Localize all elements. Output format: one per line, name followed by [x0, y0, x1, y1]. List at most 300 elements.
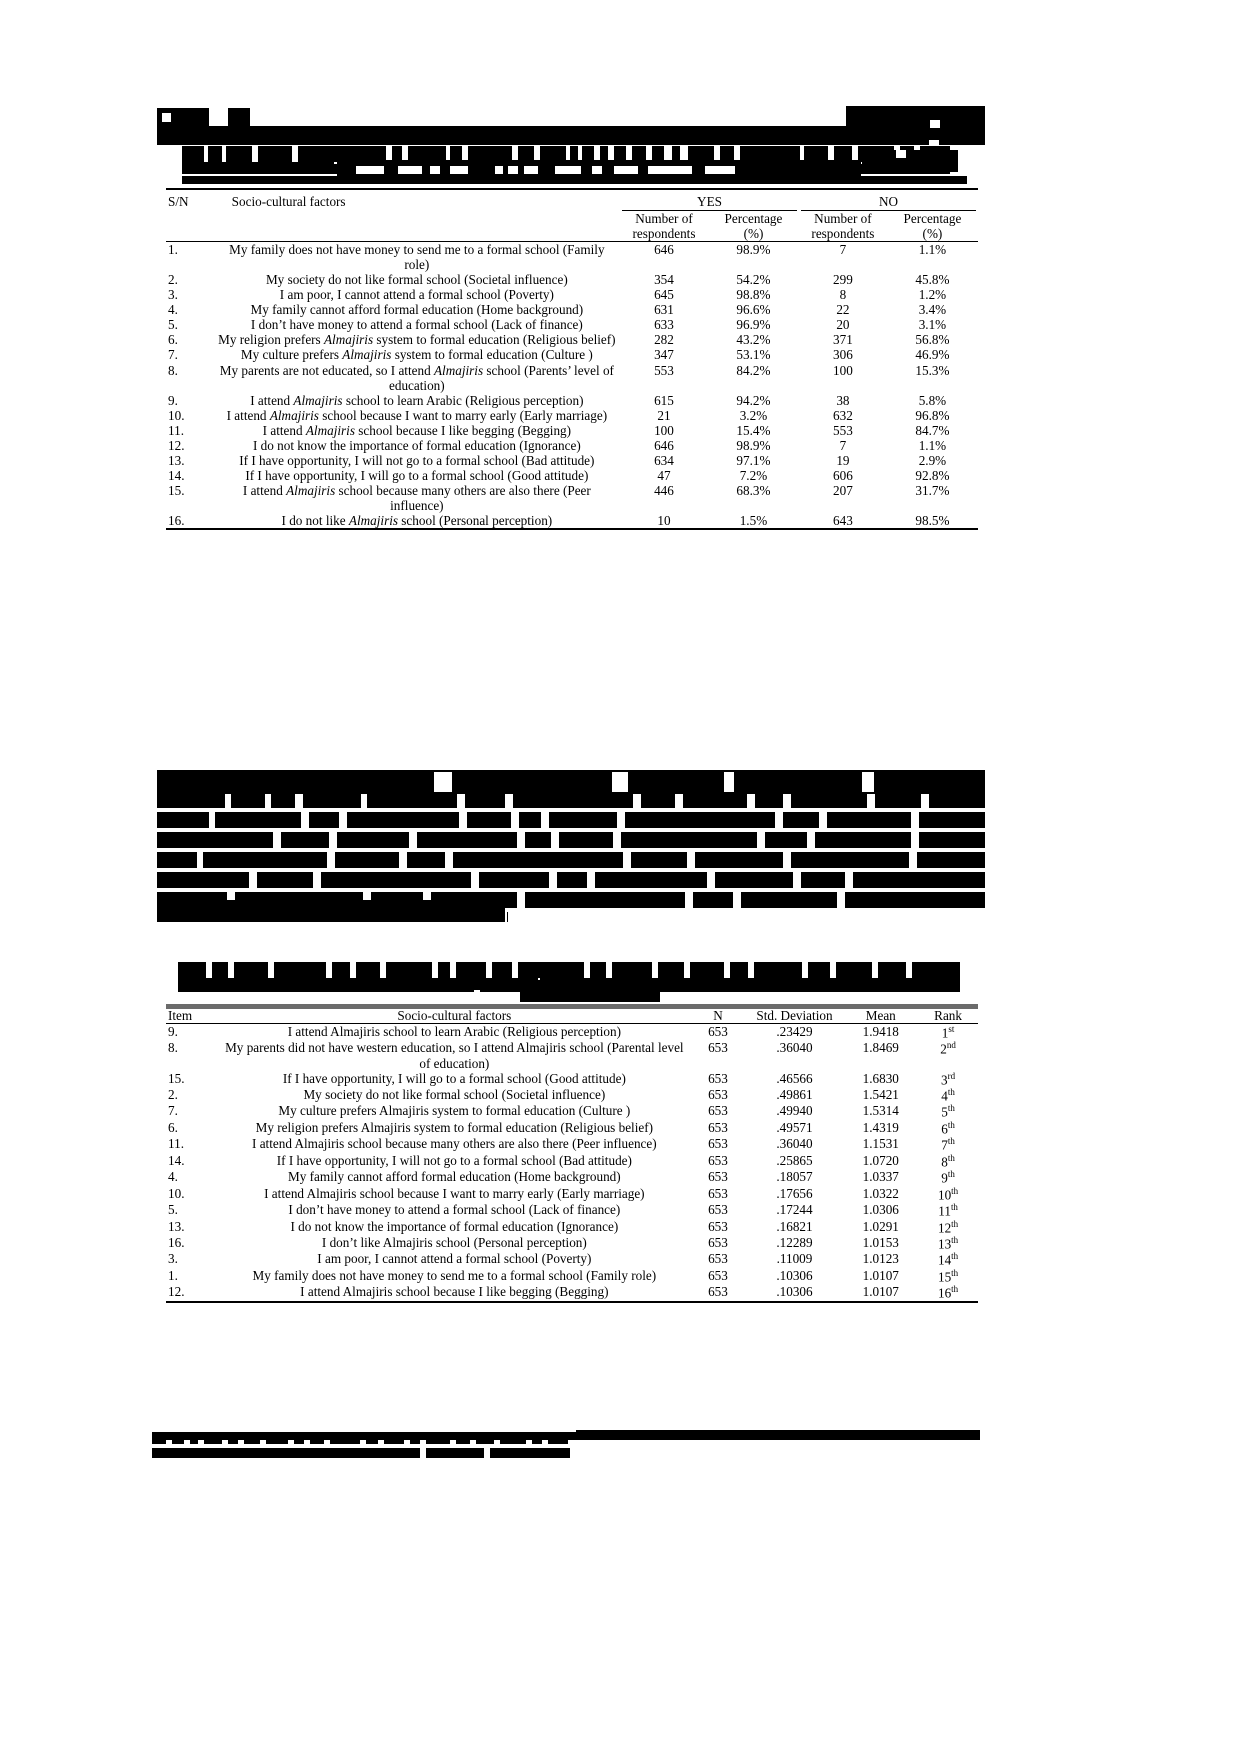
cell-n: 653: [708, 1185, 728, 1201]
redacted-line: [157, 832, 985, 848]
cell-yes_n: 615: [654, 392, 674, 408]
cell-mean: 1.0107: [862, 1267, 899, 1283]
redacted-bar: [592, 166, 602, 174]
cell-yes_n: 282: [654, 332, 674, 348]
cell-n: 653: [708, 1234, 728, 1250]
cell-yes_pct: 15.4%: [736, 422, 771, 438]
cell-yes_pct: 98.8%: [736, 287, 771, 303]
cell-rank: 10th: [937, 1185, 959, 1203]
cell-sd: .49571: [776, 1119, 813, 1135]
table-row: [166, 332, 978, 347]
cell-sd: .11009: [776, 1251, 813, 1267]
cell-rank: 9th: [941, 1169, 955, 1186]
table-row: [166, 242, 978, 273]
cell-factor: My family does not have money to send me to a formal school (Family role): [229, 242, 605, 273]
table-row: [166, 423, 978, 438]
cell-rank: 8th: [941, 1152, 955, 1170]
cell-yes_n: 633: [654, 317, 674, 333]
cell-factor: I attend Almajiris school because I want to marry early (Early marriage): [226, 407, 608, 423]
th-yes-pct-line2: (%): [743, 226, 764, 242]
cell-item: 2.: [168, 1087, 178, 1103]
cell-yes_pct: 97.1%: [736, 452, 771, 468]
cell-n: 653: [708, 1119, 728, 1135]
cell-no_pct: 1.2%: [918, 287, 947, 303]
cell-factor: I don’t like Almajiris school (Personal perception): [321, 1234, 587, 1250]
cell-n: 653: [708, 1251, 728, 1267]
cell-factor: I don’t have money to attend a formal school (Lack of finance): [250, 317, 583, 333]
th-yes-pct-line1: Percentage: [724, 211, 783, 227]
cell-mean: 1.5314: [862, 1103, 899, 1119]
cell-sn: 14.: [168, 467, 185, 483]
cell-sn: 1.: [168, 242, 178, 258]
cell-sn: 11.: [168, 422, 184, 438]
redacted-bar: [495, 166, 503, 174]
cell-no_n: 207: [833, 482, 853, 498]
cell-factor: I don’t have money to attend a formal school (Lack of finance): [288, 1202, 621, 1218]
cell-factor: My culture prefers Almajiris system to formal education (Culture ): [278, 1103, 631, 1119]
italic-term: Almajiris: [293, 392, 343, 408]
cell-mean: 1.0107: [862, 1284, 899, 1300]
table-row: [166, 1136, 978, 1152]
italic-term: Almajiris: [324, 332, 374, 348]
table-row: [166, 1103, 978, 1119]
italic-term: Almajiris: [269, 407, 319, 423]
cell-no_pct: 3.4%: [918, 302, 947, 318]
cell-no_n: 8: [839, 287, 847, 303]
cell-sn: 16.: [168, 512, 185, 528]
table-row: [166, 1040, 978, 1070]
th-no-number: [799, 211, 887, 242]
cell-sd: .25865: [776, 1152, 813, 1168]
cell-no_pct: 2.9%: [918, 452, 947, 468]
cell-yes_n: 347: [654, 347, 674, 363]
cell-factor: I attend Almajiris school to learn Arabic (Religious perception): [287, 1024, 621, 1040]
redacted-bar: [182, 176, 967, 184]
redacted-bar: [648, 166, 692, 174]
cell-yes_pct: 68.3%: [736, 482, 771, 498]
table1-container: [166, 188, 978, 530]
rank-ordinal-suffix: th: [951, 1185, 959, 1196]
cell-item: 11.: [168, 1136, 184, 1152]
table-row: [166, 513, 978, 529]
table-row: [166, 317, 978, 332]
cell-factor: My religion prefers Almajiris system to formal education (Religious belief): [218, 332, 616, 348]
rank-ordinal-suffix: th: [947, 1087, 955, 1098]
cell-n: 653: [708, 1152, 728, 1168]
cell-no_pct: 1.1%: [918, 437, 947, 453]
cell-sn: 12.: [168, 437, 185, 453]
rank-ordinal-suffix: st: [948, 1024, 955, 1035]
cell-factor: If I have opportunity, I will go to a formal school (Good attitude): [245, 467, 589, 483]
redacted-bar: [162, 113, 171, 122]
redacted-bar: [430, 166, 440, 174]
cell-mean: 1.0322: [862, 1185, 899, 1201]
table1-head: [166, 189, 978, 242]
cell-n: 653: [708, 1040, 728, 1056]
table-row: [166, 1284, 978, 1301]
rank-ordinal-suffix: th: [951, 1251, 959, 1262]
cell-yes_n: 47: [657, 467, 671, 483]
cell-rank: 5th: [941, 1103, 955, 1120]
redacted-bar: [846, 106, 985, 140]
cell-factor: If I have opportunity, I will not go to a formal school (Bad attitude): [239, 452, 595, 468]
cell-rank: 14th: [937, 1251, 959, 1268]
table-row: [166, 287, 978, 302]
cell-rank: 3rd: [941, 1070, 956, 1087]
cell-yes_n: 646: [654, 242, 674, 258]
cell-rank: 6th: [941, 1119, 955, 1137]
cell-n: 653: [708, 1218, 728, 1234]
cell-mean: 1.1531: [862, 1136, 899, 1152]
cell-item: 12.: [168, 1284, 185, 1300]
cell-item: 14.: [168, 1152, 185, 1168]
rank-ordinal-suffix: th: [950, 1202, 958, 1213]
redacted-bar: [178, 978, 538, 990]
cell-item: 16.: [168, 1234, 185, 1250]
cell-yes_n: 100: [654, 422, 674, 438]
table-row: [166, 1071, 978, 1087]
cell-item: 1.: [168, 1267, 178, 1283]
cell-item: 4.: [168, 1169, 178, 1185]
cell-rank: 7th: [941, 1136, 955, 1153]
cell-rank: 16th: [937, 1284, 959, 1301]
table-row: [166, 453, 978, 468]
italic-term: Almajiris: [348, 512, 398, 528]
cell-item: 13.: [168, 1218, 185, 1234]
cell-factor: I do not like Almajiris school (Personal perception): [281, 512, 553, 528]
cell-factor: My society do not like formal school (Societal influence): [265, 272, 568, 288]
cell-factor: My parents did not have western education, so I attend Almajiris school (Parental level of education): [225, 1040, 684, 1071]
cell-mean: 1.0153: [862, 1234, 899, 1250]
table1-body: [166, 242, 978, 529]
rank-ordinal-suffix: th: [947, 1103, 955, 1114]
cell-n: 653: [708, 1267, 728, 1283]
cell-sd: .17244: [776, 1202, 813, 1218]
redacted-bar: [896, 150, 906, 158]
cell-no_pct: 98.5%: [915, 512, 950, 528]
cell-no_n: 22: [836, 302, 850, 318]
cell-item: 7.: [168, 1103, 178, 1119]
cell-sn: 6.: [168, 332, 178, 348]
cell-no_pct: 1.1%: [918, 242, 947, 258]
cell-no_n: 299: [833, 272, 853, 288]
table-row: [166, 1024, 978, 1041]
cell-sd: .17656: [776, 1185, 813, 1201]
rank-ordinal-suffix: nd: [946, 1040, 956, 1051]
redacted-bar: [705, 166, 735, 174]
redacted-line: [178, 962, 960, 978]
cell-yes_pct: 53.1%: [736, 347, 771, 363]
cell-yes_n: 646: [654, 437, 674, 453]
cell-no_pct: 56.8%: [915, 332, 950, 348]
redacted-bar: [612, 772, 628, 792]
cell-item: 6.: [168, 1119, 178, 1135]
th-yes-number-line2: respondents: [632, 226, 696, 242]
cell-n: 653: [708, 1136, 728, 1152]
cell-yes_pct: 96.9%: [736, 317, 771, 333]
cell-yes_pct: 94.2%: [736, 392, 771, 408]
th2-rank: Rank: [934, 1008, 962, 1023]
cell-yes_n: 446: [654, 482, 674, 498]
redacted-bar: [434, 772, 452, 792]
th2-mean: Mean: [865, 1008, 896, 1023]
cell-sd: .12289: [776, 1234, 813, 1250]
cell-mean: 1.0306: [862, 1202, 899, 1218]
th-no-number-line2: respondents: [811, 226, 875, 242]
redacted-bar: [157, 900, 505, 922]
table-row: [166, 408, 978, 423]
cell-yes_n: 21: [657, 407, 671, 423]
th-group-no: [799, 189, 978, 211]
cell-sn: 4.: [168, 302, 178, 318]
cell-factor: If I have opportunity, I will not go to a formal school (Bad attitude): [276, 1152, 632, 1168]
cell-no_pct: 15.3%: [915, 362, 950, 378]
cell-yes_pct: 43.2%: [736, 332, 771, 348]
cell-no_n: 19: [836, 452, 850, 468]
th-group-yes-label: YES: [622, 194, 797, 211]
cell-sn: 3.: [168, 287, 178, 303]
cell-no_pct: 45.8%: [915, 272, 950, 288]
cell-n: 653: [708, 1202, 728, 1218]
table-row: [166, 1087, 978, 1103]
redacted-bar: [450, 166, 468, 174]
cell-no_n: 606: [833, 467, 853, 483]
cell-yes_n: 645: [654, 287, 674, 303]
th-no-pct-line1: Percentage: [903, 211, 962, 227]
cell-yes_pct: 7.2%: [739, 467, 768, 483]
redacted-bar: [862, 150, 958, 172]
table-row: [166, 1202, 978, 1218]
cell-no_pct: 31.7%: [915, 482, 950, 498]
redacted-bar: [524, 166, 538, 174]
table-row: [166, 438, 978, 453]
cell-factor: My society do not like formal school (Societal influence): [303, 1087, 606, 1103]
cell-sd: .10306: [776, 1284, 813, 1300]
cell-factor: I attend Almajiris school because I like begging (Begging): [300, 1284, 609, 1300]
cell-mean: 1.4319: [862, 1119, 899, 1135]
table-row: [166, 1186, 978, 1202]
table-row: [166, 393, 978, 408]
cell-sd: .36040: [776, 1040, 813, 1056]
table-row: [166, 302, 978, 317]
cell-sn: 13.: [168, 452, 185, 468]
cell-rank: 1st: [941, 1024, 955, 1041]
redacted-bar: [576, 1430, 980, 1440]
cell-factor: I do not know the importance of formal education (Ignorance): [290, 1218, 619, 1234]
cell-sn: 7.: [168, 347, 178, 363]
redacted-bar: [555, 166, 581, 174]
cell-factor: I attend Almajiris school because I want to marry early (Early marriage): [264, 1185, 645, 1201]
cell-factor: I attend Almajiris school because many others are also there (Peer influence): [242, 482, 591, 513]
redacted-bar: [356, 166, 384, 174]
table-row: [166, 1251, 978, 1267]
table1-group-header-row: [166, 189, 978, 211]
cell-sd: .23429: [776, 1024, 813, 1040]
th2-item: Item: [168, 1008, 193, 1023]
cell-rank: 2nd: [940, 1040, 956, 1057]
cell-rank: 4th: [941, 1087, 955, 1104]
cell-factor: I attend Almajiris school because I like begging (Begging): [262, 422, 572, 438]
th2-factors: Socio-cultural factors: [397, 1008, 512, 1023]
cell-yes_pct: 98.9%: [736, 242, 771, 258]
cell-yes_n: 553: [654, 362, 674, 378]
cell-factor: I am poor, I cannot attend a formal school (Poverty): [317, 1251, 592, 1267]
italic-term: Almajiris: [342, 347, 392, 363]
table-row: [166, 1153, 978, 1169]
cell-item: 3.: [168, 1251, 178, 1267]
redacted-bar: [508, 166, 518, 174]
redacted-line: [157, 792, 985, 808]
cell-item: 8.: [168, 1040, 178, 1056]
cell-sd: .36040: [776, 1136, 813, 1152]
table-row: [166, 1219, 978, 1235]
rank-ordinal-suffix: rd: [947, 1070, 956, 1081]
cell-rank: 12th: [937, 1218, 959, 1235]
table-row: [166, 483, 978, 513]
cell-yes_n: 10: [657, 512, 671, 528]
th-spacer-sn: [166, 211, 214, 242]
rank-ordinal-suffix: th: [947, 1169, 955, 1180]
socio-cultural-yes-no-table: [166, 188, 978, 530]
cell-mean: 1.8469: [862, 1040, 899, 1056]
cell-sd: .16821: [776, 1218, 813, 1234]
table2-head: [166, 1008, 978, 1024]
cell-yes_n: 634: [654, 452, 674, 468]
cell-item: 10.: [168, 1185, 185, 1201]
italic-term: Almajiris: [286, 482, 336, 498]
cell-factor: If I have opportunity, I will go to a formal school (Good attitude): [282, 1070, 626, 1086]
th-sn: S/N: [168, 194, 189, 209]
cell-factor: My family does not have money to send me to a formal school (Family role): [252, 1267, 657, 1283]
redacted-bar: [540, 978, 960, 990]
cell-no_n: 306: [833, 347, 853, 363]
th-spacer-factors: [214, 211, 620, 242]
th-factors: Socio-cultural factors: [231, 194, 346, 209]
redacted-bar: [157, 770, 985, 794]
cell-yes_n: 631: [654, 302, 674, 318]
cell-factor: My family cannot afford formal education (Home background): [288, 1169, 621, 1185]
redacted-bar: [520, 990, 660, 1002]
rank-ordinal-suffix: th: [951, 1267, 959, 1278]
th-no-percentage: [887, 211, 978, 242]
cell-mean: 1.6830: [862, 1070, 899, 1086]
table-row: [166, 1268, 978, 1284]
cell-yes_pct: 54.2%: [736, 272, 771, 288]
table-row: [166, 363, 978, 393]
cell-mean: 1.0291: [862, 1218, 899, 1234]
table2-container: [166, 1008, 978, 1303]
table-row: [166, 468, 978, 483]
th2-sd: Std. Deviation: [756, 1008, 833, 1023]
cell-no_n: 371: [833, 332, 853, 348]
cell-n: 653: [708, 1103, 728, 1119]
cell-yes_pct: 98.9%: [736, 437, 771, 453]
cell-no_n: 20: [836, 317, 850, 333]
cell-factor: My family cannot afford formal education (Home background): [250, 302, 584, 318]
cell-yes_pct: 3.2%: [739, 407, 768, 423]
cell-sd: .49940: [776, 1103, 813, 1119]
redacted-line: [157, 812, 985, 828]
cell-no_n: 7: [839, 437, 847, 453]
cell-n: 653: [708, 1284, 728, 1300]
redacted-bar: [152, 1432, 576, 1440]
cell-rank: 13th: [937, 1234, 959, 1252]
cell-no_n: 100: [833, 362, 853, 378]
cell-no_pct: 5.8%: [918, 392, 947, 408]
cell-n: 653: [708, 1024, 728, 1040]
rank-ordinal-suffix: th: [947, 1152, 955, 1163]
table2-body: [166, 1024, 978, 1302]
cell-sn: 15.: [168, 482, 185, 498]
redacted-line: [157, 872, 985, 888]
cell-no_pct: 3.1%: [918, 317, 947, 333]
cell-mean: 1.0337: [862, 1169, 899, 1185]
cell-no_n: 38: [836, 392, 850, 408]
cell-factor: My parents are not educated, so I attend Almajiris school (Parents’ level of education): [219, 362, 614, 393]
cell-n: 653: [708, 1169, 728, 1185]
ranked-mean-table: [166, 1008, 978, 1303]
cell-factor: My culture prefers Almajiris system to formal education (Culture ): [240, 347, 593, 363]
cell-sd: .18057: [776, 1169, 813, 1185]
th-yes-number-line1: Number of: [635, 211, 693, 227]
cell-sn: 10.: [168, 407, 185, 423]
cell-factor: I attend Almajiris school to learn Arabic (Religious perception): [250, 392, 584, 408]
redacted-line: [157, 852, 985, 868]
italic-term: Almajiris: [433, 362, 484, 378]
cell-sd: .49861: [776, 1087, 813, 1103]
cell-factor: My religion prefers Almajiris system to formal education (Religious belief): [255, 1119, 654, 1135]
cell-yes_n: 354: [654, 272, 674, 288]
cell-yes_pct: 1.5%: [739, 512, 768, 528]
th-no-pct-line2: (%): [922, 226, 943, 242]
cell-no_n: 7: [839, 242, 847, 258]
cell-n: 653: [708, 1070, 728, 1086]
cell-item: 5.: [168, 1202, 178, 1218]
table-row: [166, 347, 978, 362]
redacted-bar: [182, 162, 334, 174]
table-row: [166, 1169, 978, 1185]
cell-mean: 1.0720: [862, 1152, 899, 1168]
cell-no_n: 553: [833, 422, 853, 438]
cell-sn: 9.: [168, 392, 178, 408]
table-row: [166, 1120, 978, 1136]
cell-item: 15.: [168, 1070, 185, 1086]
cell-sn: 8.: [168, 362, 178, 378]
cell-factor: I attend Almajiris school because many others are also there (Peer influence): [252, 1136, 657, 1152]
redacted-bar: [614, 166, 638, 174]
redacted-bar: [862, 772, 874, 792]
th-no-number-line1: Number of: [814, 211, 872, 227]
redacted-bar: [228, 108, 250, 126]
rank-ordinal-suffix: th: [947, 1136, 955, 1147]
table1-sub-header-row: [166, 211, 978, 242]
cell-factor: I do not know the importance of formal education (Ignorance): [252, 437, 581, 453]
redacted-bar: [398, 166, 422, 174]
rank-ordinal-suffix: th: [951, 1284, 959, 1295]
cell-no_pct: 84.7%: [915, 422, 950, 438]
rank-ordinal-suffix: th: [951, 1218, 959, 1229]
italic-term: Almajiris: [305, 422, 355, 438]
redacted-bar: [157, 126, 857, 140]
th-yes-number: [620, 211, 708, 242]
cell-sn: 2.: [168, 272, 178, 288]
cell-rank: 15th: [937, 1267, 959, 1285]
cell-mean: 1.9418: [862, 1024, 899, 1040]
cell-no_pct: 92.8%: [915, 467, 950, 483]
rank-ordinal-suffix: th: [947, 1119, 955, 1130]
cell-yes_pct: 84.2%: [736, 362, 771, 378]
cell-sn: 5.: [168, 317, 178, 333]
